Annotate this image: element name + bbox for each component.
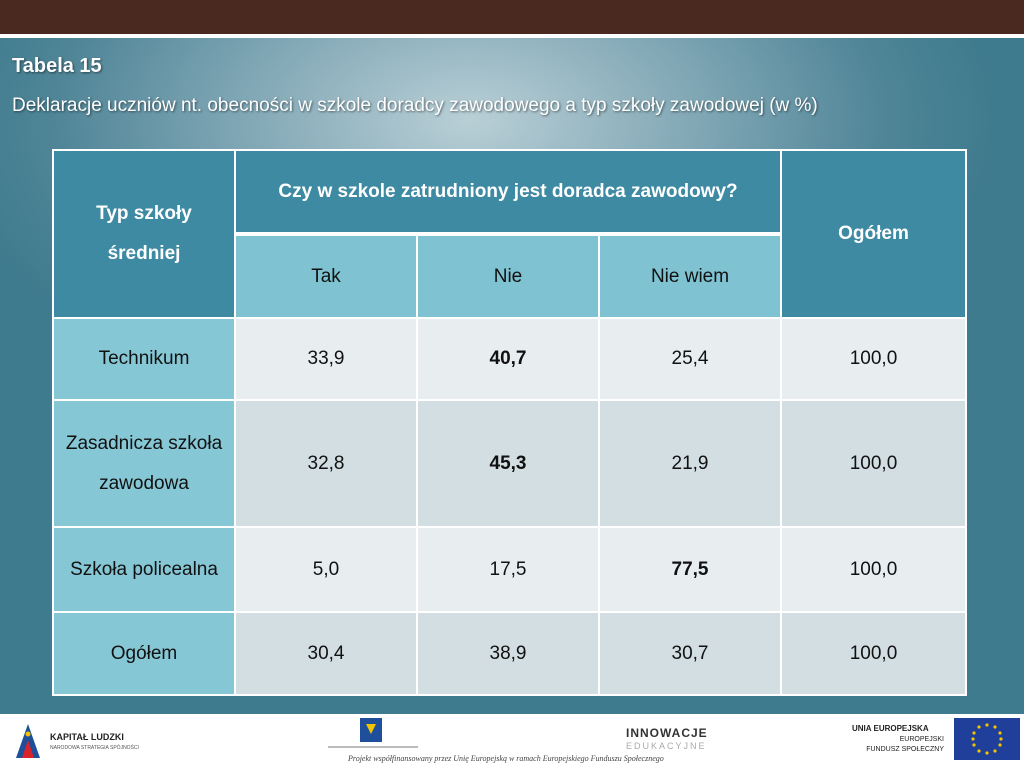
- table-row: [53, 527, 966, 612]
- emblem-icon: [356, 716, 386, 744]
- top-bar: [0, 0, 1024, 34]
- cell-value: 38,9: [417, 612, 599, 695]
- top-divider: [0, 34, 1024, 38]
- innowacje-logo: [624, 716, 724, 752]
- subheader-tak: Tak: [235, 234, 417, 318]
- logo3-line2: EDUKACYJNE: [626, 741, 707, 751]
- row-label: Szkoła policealna: [53, 527, 235, 612]
- eu-line1: UNIA EUROPEJSKA: [852, 724, 929, 733]
- eu-line2: EUROPEJSKI: [899, 736, 944, 743]
- row-label: Technikum: [53, 318, 235, 400]
- eu-line3: FUNDUSZ SPOŁECZNY: [866, 746, 944, 753]
- footer-logos: [0, 714, 1024, 768]
- ministry-emblem: [356, 716, 396, 746]
- logo1-line1: KAPITAŁ LUDZKI: [50, 732, 124, 742]
- row-label: Ogółem: [53, 612, 235, 695]
- logo3-line1: INNOWACJE: [626, 726, 708, 740]
- table-row: [53, 612, 966, 695]
- cell-value: 30,4: [235, 612, 417, 695]
- cell-value: 40,7: [417, 318, 599, 400]
- eu-flag-icon: [954, 718, 1020, 760]
- cell-value: 21,9: [599, 400, 781, 527]
- row-label: Zasadnicza szkoła zawodowa: [53, 400, 235, 527]
- cell-value: 33,9: [235, 318, 417, 400]
- cell-value: 100,0: [781, 527, 966, 612]
- footer-caption: Projekt współfinansowany przez Unię Europejską w ramach Europejskiego Funduszu Społecznego: [348, 754, 664, 763]
- header-group: Czy w szkole zatrudniony jest doradca zawodowy?: [235, 150, 781, 234]
- kapital-ludzki-icon: [14, 722, 42, 760]
- logo1-line2: NARODOWA STRATEGIA SPÓJNOŚCI: [50, 745, 139, 751]
- cell-value: 25,4: [599, 318, 781, 400]
- emblem-underline: [328, 746, 418, 748]
- cell-value: 100,0: [781, 612, 966, 695]
- cell-value: 45,3: [417, 400, 599, 527]
- cell-value: 77,5: [599, 527, 781, 612]
- kapital-ludzki-logo: [14, 718, 164, 764]
- cell-value: 30,7: [599, 612, 781, 695]
- cell-value: 32,8: [235, 400, 417, 527]
- cell-value: 5,0: [235, 527, 417, 612]
- cell-value: 100,0: [781, 318, 966, 400]
- header-total: Ogółem: [781, 150, 966, 318]
- subheader-nie: Nie: [417, 234, 599, 318]
- cell-value: 100,0: [781, 400, 966, 527]
- slide-title: Tabela 15: [12, 55, 102, 77]
- header-type: Typ szkoły średniej: [53, 150, 235, 318]
- eu-logo: [852, 718, 1022, 764]
- subheader-nie-wiem: Nie wiem: [599, 234, 781, 318]
- table-row: [53, 318, 966, 400]
- slide-subtitle: Deklaracje uczniów nt. obecności w szkole doradcy zawodowego a typ szkoły zawodowej (w %): [12, 95, 818, 116]
- data-table: [52, 149, 967, 696]
- table-row: [53, 400, 966, 527]
- cell-value: 17,5: [417, 527, 599, 612]
